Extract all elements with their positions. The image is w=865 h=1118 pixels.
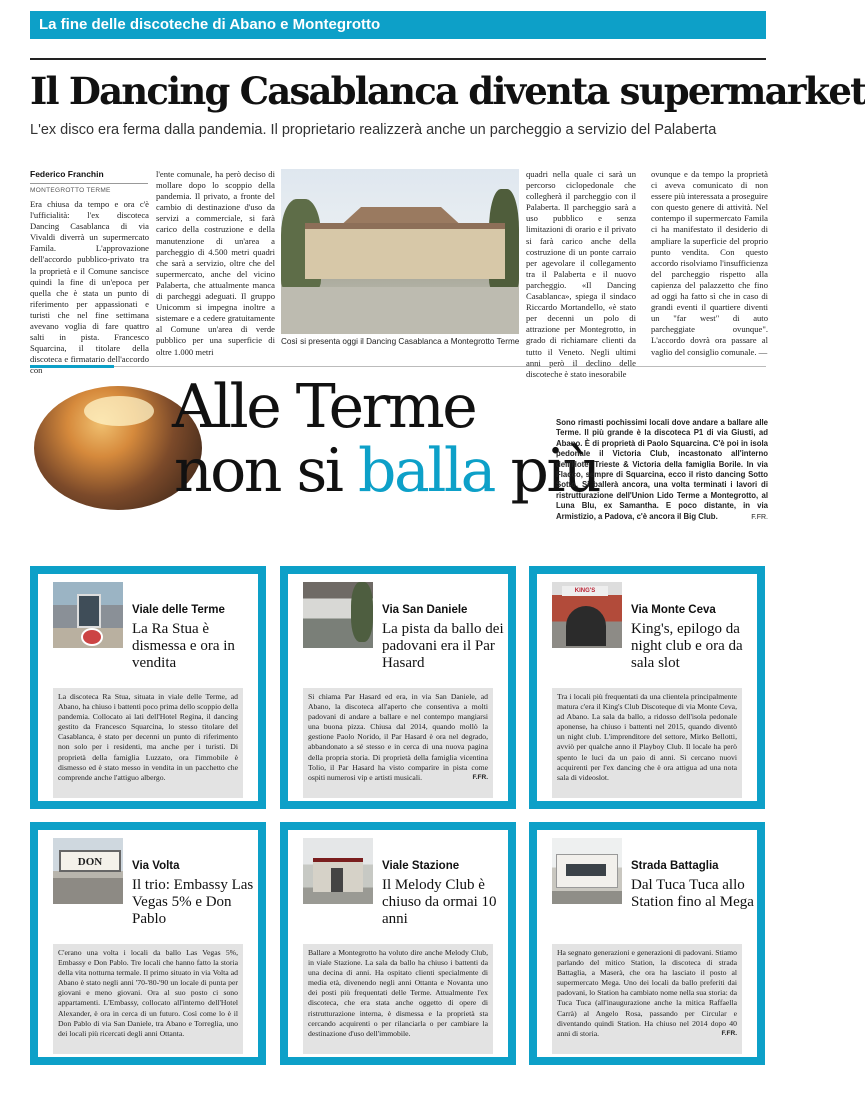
venue-signature: F.FR.	[472, 773, 488, 781]
venue-body-text: La discoteca Ra Stua, situata in viale delle Terme, ad Abano, ha chiuso i battenti poco prima dello scoppio della pandemia. Collocato ai lati dell'Hotel Regina, il dancing gestito da Francesco Squarcina, lo stesso titolare del Casablanca, è stato per decenni un punto di riferimento non solo per i residenti, ma anche per i turisti. Di proprietà della famiglia Luzzato, ora l'immobile è dismesso ed è stato messo in vendita in un pacchetto che comprende anche l'attiguo albergo.	[58, 692, 238, 782]
venue-card	[529, 822, 765, 1065]
venue-title: La pista da ballo dei padovani era il Par Hasard	[382, 621, 504, 671]
headline: Il Dancing Casablanca diventa supermarket	[30, 69, 865, 113]
venue-title: Il Melody Club è chiuso da ormai 10 anni	[382, 877, 497, 927]
venue-title: Il trio: Embassy Las Vegas 5% e Don Pablo	[132, 877, 254, 927]
venue-street: Via Volta	[132, 860, 180, 872]
venue-card	[529, 566, 765, 809]
venue-body-text: Ha segnato generazioni e generazioni di padovani. Stiamo parlando del mitico Station, la discoteca di strada Battaglia, a Maserà, che ora ha lasciato il posto al supermercato Mega. Uno dei locali da ballo preferiti dai padovani, lo Station ha cambiato nome nella sua storia: da Tuca Tuca (all'inaugurazione anche la mitica Raffaella Carrà) al Angelo Rosa, passando per Circular e diventando quindi Station. Ha chiuso nel 2014 dopo 40 anni di storia.	[557, 948, 737, 1038]
feature-intro-text: Sono rimasti pochissimi locali dove andare a ballare alle Terme. Il più grande è la discoteca P1 di via Giusti, ad Abano. È di proprietà di Paolo Squarcina. C'è poi in isola pedonale il Victoria Club, incastonato all'interno dell'Hotel Trieste & Victoria della famiglia Borile. In via Flacco, sempre di Squarcina, ecco il risto dancing Sotto Sotto. Si ballerà ancora, una volta terminati i lavori di ristrutturazione dell'Union Lido Terme a Montegrotto, al Luna Blu, ex Samantha. E poco distante, in via Armistizio, a Padova, c'è ancora il Big Club.	[556, 418, 768, 521]
venue-title: King's, epilogo da night club e ora da sala slot	[631, 621, 743, 671]
venue-photo	[53, 582, 123, 648]
article-column-1: Era chiusa da tempo e ora c'è l'ufficialità: l'ex discoteca Dancing Casablanca di via Vivaldi diverrà un supermercato Famila. L'approvazione dell'accordo pubblico-privato tra la proprietà e il Comune sancisce quindi la fine di un'epoca per quella che è stata un punto di riferimento per appassionati e turisti che nel fine settimana avevano voglia di fare quattro salti in pista. Francesco Squarcina, il titolare della discoteca e firmatario dell'accordo con	[30, 199, 149, 376]
feature-intro-signature: F.FR.	[751, 513, 768, 521]
venue-body-text: C'erano una volta i locali da ballo Las Vegas 5%, Embassy e Don Pablo. Tre locali che hanno fatto la storia della vita notturna termale. Il primo situato in via Volta ad Abano è stato negli anni '70-'80-'90 un locale di punta per giovani e meno giovani. Ora al suo posto ci sono appartamenti. L'Embassy, collocato all'interno dell'Hotel Alexander, è ora in cerca di un futuro. Così come lo è il Don Pablo di via San Daniele, tra Abano e Torreglia, uno dei locali più ricercati degli anni Ottanta.	[58, 948, 238, 1038]
venue-photo	[552, 582, 622, 648]
article-column-2: l'ente comunale, ha però deciso di mollare dopo lo scoppio della pandemia. Il privato, a fronte del cambio di destinazione d'uso da servizi a commerciale, si farà carico della costruzione e della manutenzione di un'area a parcheggio di 4.500 metri quadri che sarà a servizio, oltre che del supermercato, anche del vicino Palaberta, che attualmente manca di parcheggi adeguati. Il gruppo Unicomm si impegna inoltre a sistemare e a cedere gratuitamente al Comune un'area di verde pubblico per una superficie di oltre 1.000 metri	[156, 169, 275, 357]
venue-street: Strada Battaglia	[631, 860, 719, 872]
venue-body	[552, 944, 742, 1054]
venue-street: Viale delle Terme	[132, 604, 225, 616]
section-divider	[30, 366, 766, 367]
venue-body-text: Si chiama Par Hasard ed era, in via San Daniele, ad Abano, la discoteca all'aperto che consentiva a molti padovani di andare a ballare e nel contempo mangiarsi una buona pizza. Chiusa dal 2014, quando mollò la gestione Paolo Norido, il Par Hasard è ora nel degrado, abbandonato a sé stesso e in cerca di una nuova pagina della propria storia. Di proprietà della famiglia vicentina Tolio, il Par Hasard ha visto comparire in pista come ospiti numerosi vip e artisti musicali.	[308, 692, 488, 782]
kings-sign: KING'S	[562, 586, 608, 596]
byline-divider	[30, 183, 148, 184]
section-divider-accent	[30, 365, 114, 368]
venue-body-text: Ballare a Montegrotto ha voluto dire anche Melody Club, in viale Stazione. La sala da ballo ha chiuso i battenti da una decina di anni. Ha ospitato clienti specialmente di media età, divenendo negli anni Ottanta e Novanta uno dei posti più frequentati delle Terme. Attualmente l'ex discoteca, che era stata anche oggetto di opere di ristrutturazione interna, è dismessa e la proprietà sta cercando acquirenti o per rilanciarla o per cambiare la destinazione d'uso dell'immobile.	[308, 948, 488, 1038]
feature-title-highlight: balla	[358, 436, 494, 506]
venue-photo	[303, 582, 373, 648]
don-pablo-sign: DON	[59, 850, 121, 872]
venue-photo	[53, 838, 123, 904]
top-rule	[30, 58, 766, 60]
feature-title-line-1: Alle Terme	[172, 372, 476, 442]
venue-body-text: Tra i locali più frequentati da una clientela principalmente matura c'era il King's Club Discoteque di via Monte Ceva, ad Abano. La sala da ballo, a ridosso dell'isola pedonale aponense, ha chiuso i battenti nel 2015, quando diventò un night club. L'imprenditore del settore, Mirko Bellotti, avviò per qualche anno il Playboy Club. Il locale ha però spento le luci da un paio di anni. Si cercano nuovi acquirenti per l'ex dancing che è ora attigua ad una nota sala di videoslot.	[557, 692, 737, 782]
feature-title-line-2	[172, 436, 600, 506]
byline-author: Federico Franchin	[30, 169, 104, 179]
venue-photo	[303, 838, 373, 904]
feature-title-part: più	[493, 436, 600, 506]
feature-title	[172, 372, 600, 506]
venue-body	[303, 944, 493, 1054]
photo-caption: Così si presenta oggi il Dancing Casablanca a Montegrotto Terme	[281, 337, 520, 346]
venue-body	[53, 688, 243, 798]
feature-intro	[556, 418, 768, 523]
section-kicker: La fine delle discoteche di Abano e Montegrotto	[30, 11, 766, 39]
casablanca-photo	[281, 169, 519, 334]
feature-title-part: non si	[174, 436, 359, 506]
byline	[30, 169, 148, 194]
byline-place: MONTEGROTTO TERME	[30, 187, 111, 194]
venue-body	[552, 688, 742, 798]
venue-street: Via San Daniele	[382, 604, 468, 616]
venue-title: Dal Tuca Tuca allo Station fino al Mega	[631, 877, 754, 910]
article-column-3: quadri nella quale ci sarà un percorso ciclopedonale che collegherà il parcheggio con il Palaberta. Il parcheggio sarà a uso pubblico e senza limitazioni di orario e il privato si farà carico anche della costruzione di un ponte carraio per agevolare il collegamento tra il Palaberta e il nuovo parcheggio. «Il Dancing Casablanca», spiega il sindaco Riccardo Mortandello, «è stato per decenni un polo di attrazione per Montegrotto, in grado di richiamare clienti da tutto il Veneto. Negli ultimi anni però il declino delle discoteche è stato inesorabile	[526, 169, 636, 379]
venue-photo	[552, 838, 622, 904]
venue-card	[30, 822, 266, 1065]
venue-body	[53, 944, 243, 1054]
article-column-4: ovunque e da tempo la proprietà ci aveva comunicato di non essere più interessata a proseguire con questo genere di attività. Nel contempo il supermercato Famila ci ha manifestato il desiderio di ampliare la superficie del proprio punto vendita. Con questo accordo risolviamo l'insufficienza del parcheggio rispetto alla capienza del palazzetto che fino ad oggi ha fatto sì che in caso di grandi eventi il quartiere diventi un "far west" di auto parcheggiate ovunque". L'accordo dovrà ora passare al vaglio del consiglio comunale. —	[651, 169, 768, 357]
venue-street: Via Monte Ceva	[631, 604, 716, 616]
venue-card	[280, 566, 516, 809]
venue-street: Viale Stazione	[382, 860, 460, 872]
venue-card	[30, 566, 266, 809]
venue-title: La Ra Stua è dismessa e ora in vendita	[132, 621, 235, 671]
subhead: L'ex disco era ferma dalla pandemia. Il proprietario realizzerà anche un parcheggio a servizio del Palaberta	[30, 122, 717, 138]
venue-body	[303, 688, 493, 798]
venue-card	[280, 822, 516, 1065]
venue-signature: F.FR.	[721, 1029, 737, 1037]
